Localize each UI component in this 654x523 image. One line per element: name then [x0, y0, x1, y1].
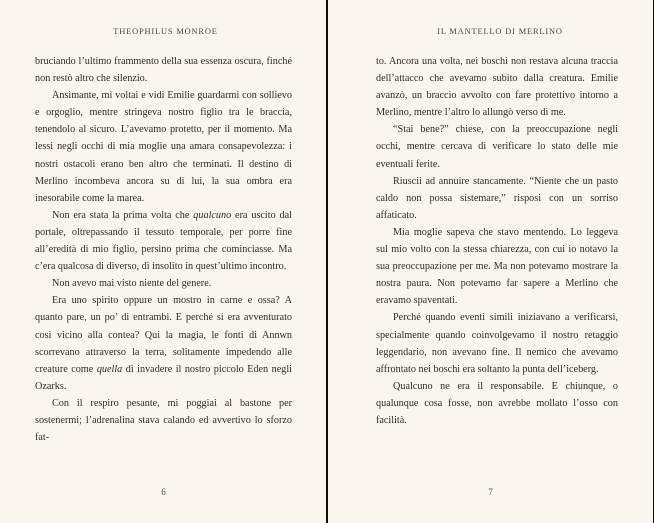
- running-head-left: THEOPHILUS MONROE: [113, 27, 218, 36]
- paragraph: [376, 224, 618, 309]
- text-run: Perché quando eventi simili iniziavano a verificarsi, specialmente quando coinvolgevamo il nostro retaggio leggendario, non avevano fine. Il nemico che avevamo affrontato nei boschi era soltanto la punta dell’iceberg.: [376, 312, 618, 375]
- page-gutter-divider: [326, 0, 328, 523]
- text-run: Non era stata la prima volta che: [52, 209, 194, 221]
- running-head-right: IL MANTELLO DI MERLINO: [437, 27, 563, 36]
- text-run: di invadere il nostro piccolo Eden negli Ozarks.: [35, 363, 292, 392]
- paragraph: [376, 173, 618, 224]
- text-run: Non avevo mai visto niente del genere.: [52, 278, 212, 290]
- page-right: [327, 0, 654, 523]
- text-run: era uscito dal portale, oltrepassando il tessuto temporale, per porre fine all’eredità di mio figlio, persino prima che cominciasse. Ma c’era qualcosa di diverso, di insolito in quest’ultimo incontro.: [35, 209, 292, 273]
- body-text-right: [376, 53, 618, 429]
- text-run: Riuscii ad annuire stancamente. “Niente che un pasto caldo non possa sistemare,” risposi con un sorriso affaticato.: [376, 175, 618, 221]
- paragraph: [35, 53, 292, 87]
- text-run: Ansimante, mi voltai e vidi Emilie guardarmi con sollievo e orgoglio, mentre stringeva nostro figlio tra le braccia, tenendolo al sicuro. L’avevamo protetto, per il momento. Ma lessi negli occhi di mia moglie una amara consapevolezza: i nostri ostacoli erano ben altro che terminati. Il destino di Merlino incombeva ancora su di lui, la sua ombra era inesorabile come la marea.: [35, 90, 292, 204]
- text-run: bruciando l’ultimo frammento della sua essenza oscura, finché non restò altro che silenzio.: [35, 56, 292, 85]
- text-run: Qualcuno ne era il responsabile. E chiunque, o qualunque cosa fosse, non avrebbe mollato l’osso con facilità.: [376, 380, 618, 426]
- folio-right: 7: [488, 487, 493, 497]
- paragraph: [376, 53, 618, 121]
- body-text-left: [35, 53, 292, 446]
- paragraph: [35, 292, 292, 395]
- text-run: to. Ancora una volta, nei boschi non restava alcuna traccia dell’attacco che avevamo subito dalla creatura. Emilie avanzò, un braccio avvolto con fare protettivo intorno a Merlino, mentre l’altro lo allungò verso di me.: [376, 56, 618, 119]
- emphasis-text: quella: [96, 363, 123, 375]
- emphasis-text: qualcuno: [193, 209, 232, 221]
- text-run: Era uno spirito oppure un mostro in carne e ossa? A quanto pare, un po’ di entrambi. E perché si era avventurato così vicino alla contea? Qui la magia, le fonti di Annwn scorrevano attraverso la terra, solitamente impedendo alle creature come: [35, 295, 292, 375]
- paragraph: [376, 378, 618, 429]
- paragraph: [376, 309, 618, 377]
- folio-left: 6: [161, 487, 166, 497]
- paragraph: [35, 207, 292, 275]
- page-left-content: [0, 0, 327, 446]
- text-run: Mia moglie sapeva che stavo mentendo. Lo leggeva sul mio volto con la stessa chiarezza, con cui io notavo la sua preoccupazione per me. Ma non potevamo mostrare la nostra paura. Non potevamo far sapere a Merlino che eravamo spaventati.: [376, 226, 618, 307]
- text-run: “Stai bene?” chiese, con la preoccupazione negli occhi, mentre cercava di verificare lo stato delle mie eventuali ferite.: [376, 124, 618, 170]
- paragraph: [376, 121, 618, 172]
- text-run: Con il respiro pesante, mi poggiai al bastone per sostenermi; l’adrenalina stava calando ed avvertivo lo sforzo fat-: [35, 397, 292, 444]
- page-right-content: [327, 0, 654, 429]
- paragraph: [35, 87, 292, 207]
- paragraph: [35, 275, 292, 292]
- paragraph: [35, 395, 292, 446]
